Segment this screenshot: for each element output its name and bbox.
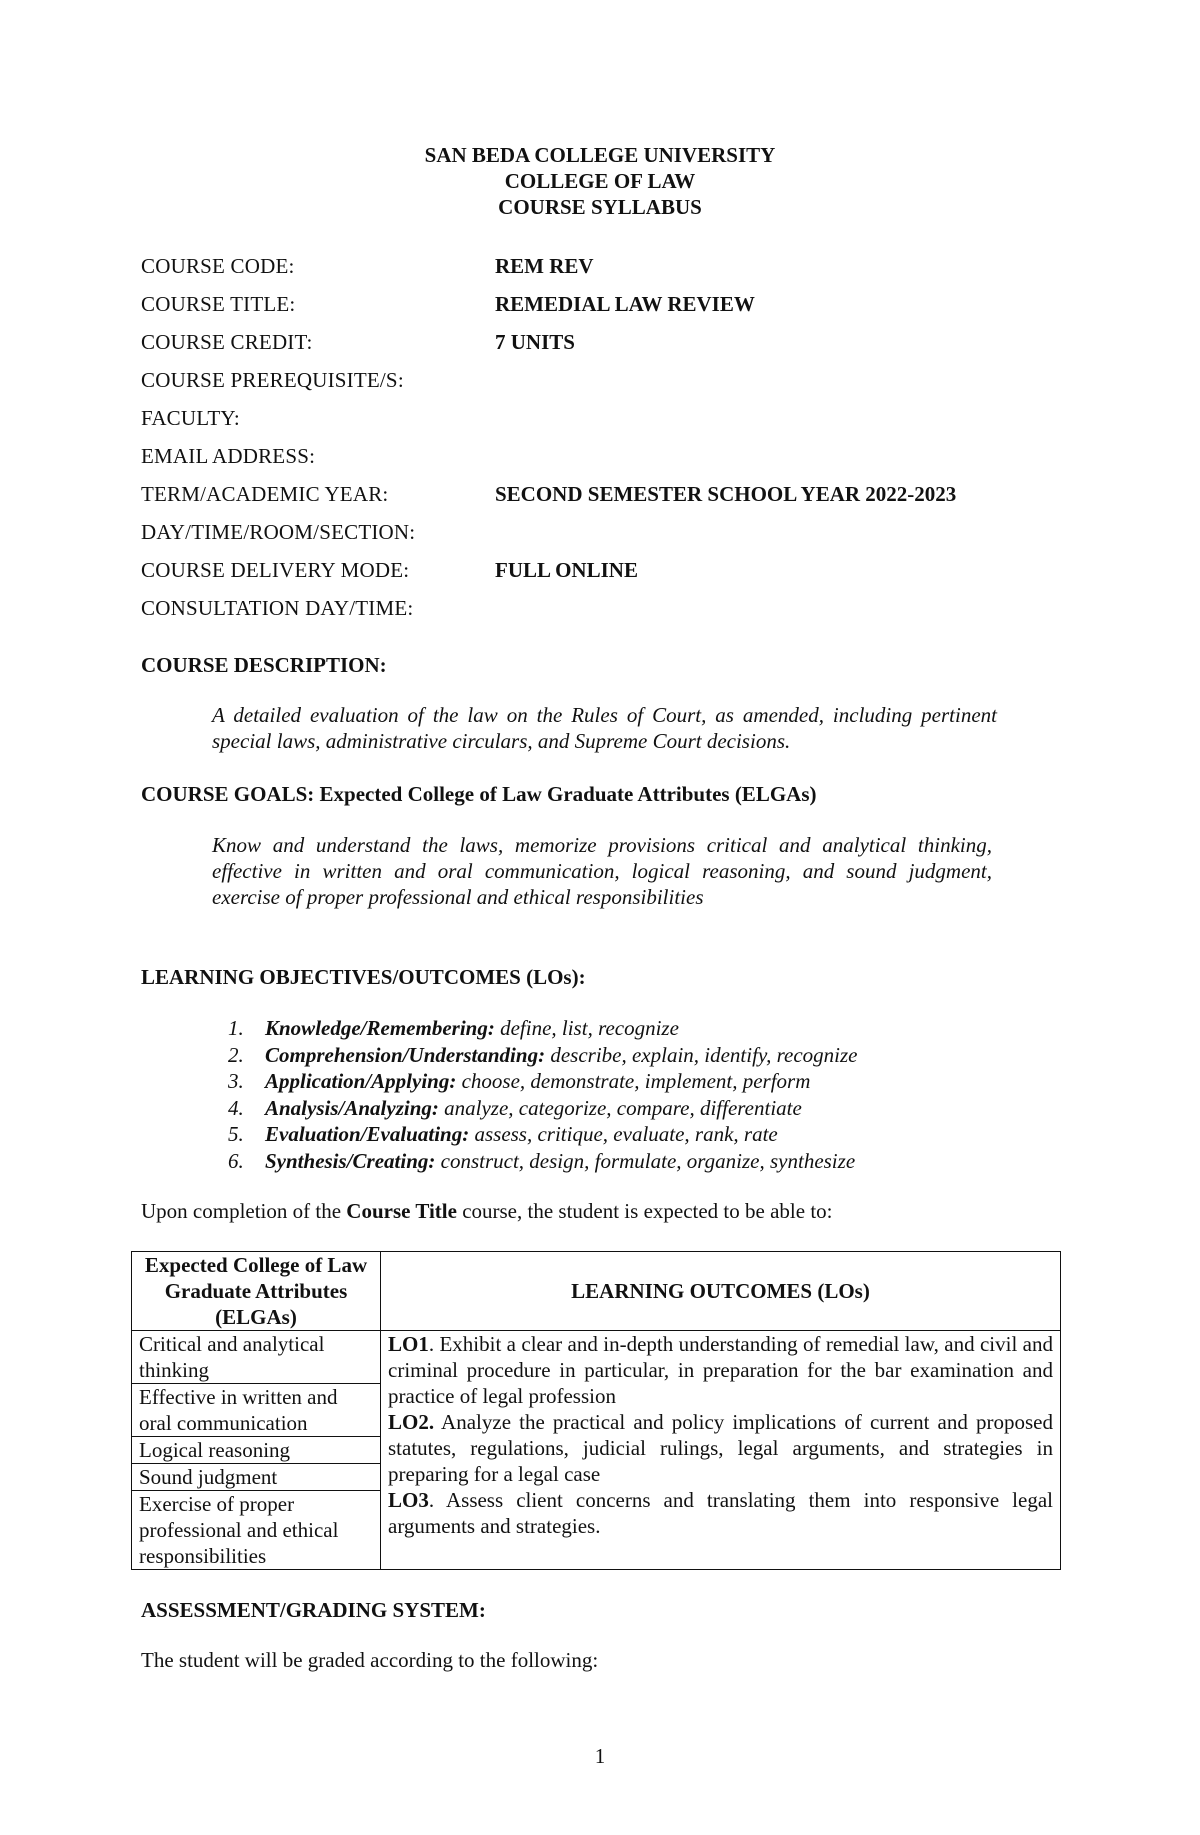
page-number: 1 xyxy=(594,1744,606,1768)
outcome-code: LO2. xyxy=(388,1410,435,1434)
info-label: CONSULTATION DAY/TIME: xyxy=(141,595,414,620)
outcomes-column-header: LEARNING OUTCOMES (LOs) xyxy=(381,1252,1061,1331)
document-header xyxy=(0,142,1200,220)
objective-verbs: describe, explain, identify, recognize xyxy=(545,1042,858,1067)
info-label: COURSE DELIVERY MODE: xyxy=(141,557,410,582)
elga-outcomes-table xyxy=(131,1251,1061,1570)
objective-keyword: Synthesis/Creating: xyxy=(265,1148,436,1173)
info-row xyxy=(141,361,1061,399)
objective-keyword: Evaluation/Evaluating: xyxy=(265,1122,470,1146)
info-row xyxy=(141,437,1061,475)
list-item xyxy=(228,1068,857,1095)
outcome-text: . Assess client concerns and translating them into responsive legal arguments and strategies. xyxy=(388,1488,1053,1538)
info-row xyxy=(141,589,1061,627)
info-label: COURSE PREREQUISITE/S: xyxy=(141,367,404,392)
objective-verbs: construct, design, formulate, organize, synthesize xyxy=(435,1148,856,1173)
document-title: COURSE SYLLABUS xyxy=(498,195,702,219)
course-info xyxy=(141,247,1061,627)
list-number: 1. xyxy=(228,1016,244,1040)
info-row xyxy=(141,323,1061,361)
outcome-text: . Exhibit a clear and in-depth understanding of remedial law, and civil and criminal procedure in particular, in preparation for the bar examination and practice of legal profession xyxy=(388,1332,1053,1408)
info-row xyxy=(141,551,1061,589)
course-description-heading: COURSE DESCRIPTION: xyxy=(141,653,387,677)
elga-cell: Exercise of proper professional and ethical responsibilities xyxy=(132,1491,381,1570)
info-label: COURSE CODE: xyxy=(141,253,295,278)
learning-outcome xyxy=(388,1409,1053,1487)
learning-objectives-list xyxy=(228,1015,857,1174)
info-label: FACULTY: xyxy=(141,405,240,430)
learning-objectives-heading: LEARNING OBJECTIVES/OUTCOMES (LOs): xyxy=(141,965,586,989)
objective-verbs: assess, critique, evaluate, rank, rate xyxy=(469,1122,778,1146)
info-row xyxy=(141,475,1061,513)
learning-outcomes-cell xyxy=(381,1331,1061,1570)
info-label: COURSE TITLE: xyxy=(141,291,296,316)
list-number: 5. xyxy=(228,1122,244,1146)
outcome-code: LO3 xyxy=(388,1488,429,1512)
learning-outcome xyxy=(388,1487,1053,1539)
completion-statement xyxy=(141,1198,1061,1224)
table-header-row xyxy=(132,1252,1061,1331)
objective-verbs: choose, demonstrate, implement, perform xyxy=(456,1069,811,1093)
info-label: COURSE CREDIT: xyxy=(141,329,313,354)
info-value: REM REV xyxy=(495,253,594,278)
objective-keyword: Analysis/Analyzing: xyxy=(265,1095,439,1120)
list-item xyxy=(228,1015,857,1042)
elga-column-header: Expected College of Law Graduate Attributes (ELGAs) xyxy=(132,1252,381,1331)
completion-pre: Upon completion of the xyxy=(141,1199,347,1223)
objective-keyword: Comprehension/Understanding: xyxy=(265,1042,546,1067)
list-number: 3. xyxy=(228,1069,244,1093)
elga-cell: Sound judgment xyxy=(132,1464,381,1491)
info-value: SECOND SEMESTER SCHOOL YEAR 2022-2023 xyxy=(495,481,957,506)
course-description-text: A detailed evaluation of the law on the Rules of Court, as amended, including pertinent special laws, administrative circulars, and Supreme Court decisions. xyxy=(212,703,997,753)
objective-keyword: Application/Applying: xyxy=(265,1069,457,1093)
learning-outcome xyxy=(388,1331,1053,1409)
info-value: FULL ONLINE xyxy=(495,557,638,582)
list-number: 6. xyxy=(228,1148,244,1173)
list-item xyxy=(228,1148,857,1175)
completion-post: course, the student is expected to be able to: xyxy=(456,1199,833,1223)
objective-verbs: define, list, recognize xyxy=(494,1016,679,1040)
info-value: REMEDIAL LAW REVIEW xyxy=(495,291,755,316)
list-number: 4. xyxy=(228,1095,244,1120)
college-name: COLLEGE OF LAW xyxy=(504,169,696,193)
list-item xyxy=(228,1095,857,1122)
assessment-text: The student will be graded according to the following: xyxy=(141,1648,599,1672)
info-row xyxy=(141,285,1061,323)
elga-cell: Logical reasoning xyxy=(132,1437,381,1464)
assessment-heading: ASSESSMENT/GRADING SYSTEM: xyxy=(141,1598,486,1622)
university-name: SAN BEDA COLLEGE UNIVERSITY xyxy=(424,143,776,167)
elga-cell: Critical and analytical thinking xyxy=(132,1331,381,1384)
table-row xyxy=(132,1331,1061,1384)
info-row xyxy=(141,399,1061,437)
course-goals-text: Know and understand the laws, memorize provisions critical and analytical thinking, effective in written and oral communication, logical reasoning, and sound judgment, exercise of proper professional and ethical responsibilities xyxy=(212,833,992,909)
info-label: DAY/TIME/ROOM/SECTION: xyxy=(141,519,416,544)
elga-cell: Effective in written and oral communication xyxy=(132,1384,381,1437)
info-label: TERM/ACADEMIC YEAR: xyxy=(141,481,389,506)
info-row xyxy=(141,513,1061,551)
info-label: EMAIL ADDRESS: xyxy=(141,443,316,468)
completion-course-title: Course Title xyxy=(346,1199,457,1223)
objective-keyword: Knowledge/Remembering: xyxy=(265,1016,495,1040)
course-goals-heading: COURSE GOALS: Expected College of Law Graduate Attributes (ELGAs) xyxy=(141,782,817,806)
list-number: 2. xyxy=(228,1042,244,1067)
list-item xyxy=(228,1042,857,1069)
outcome-text: Analyze the practical and policy implications of current and proposed statutes, regulations, judicial rulings, legal arguments, and strategies in preparing for a legal case xyxy=(388,1410,1053,1486)
outcome-code: LO1 xyxy=(388,1332,429,1356)
objective-verbs: analyze, categorize, compare, differentiate xyxy=(438,1095,802,1120)
list-item xyxy=(228,1121,857,1148)
info-row xyxy=(141,247,1061,285)
info-value: 7 UNITS xyxy=(495,329,575,354)
